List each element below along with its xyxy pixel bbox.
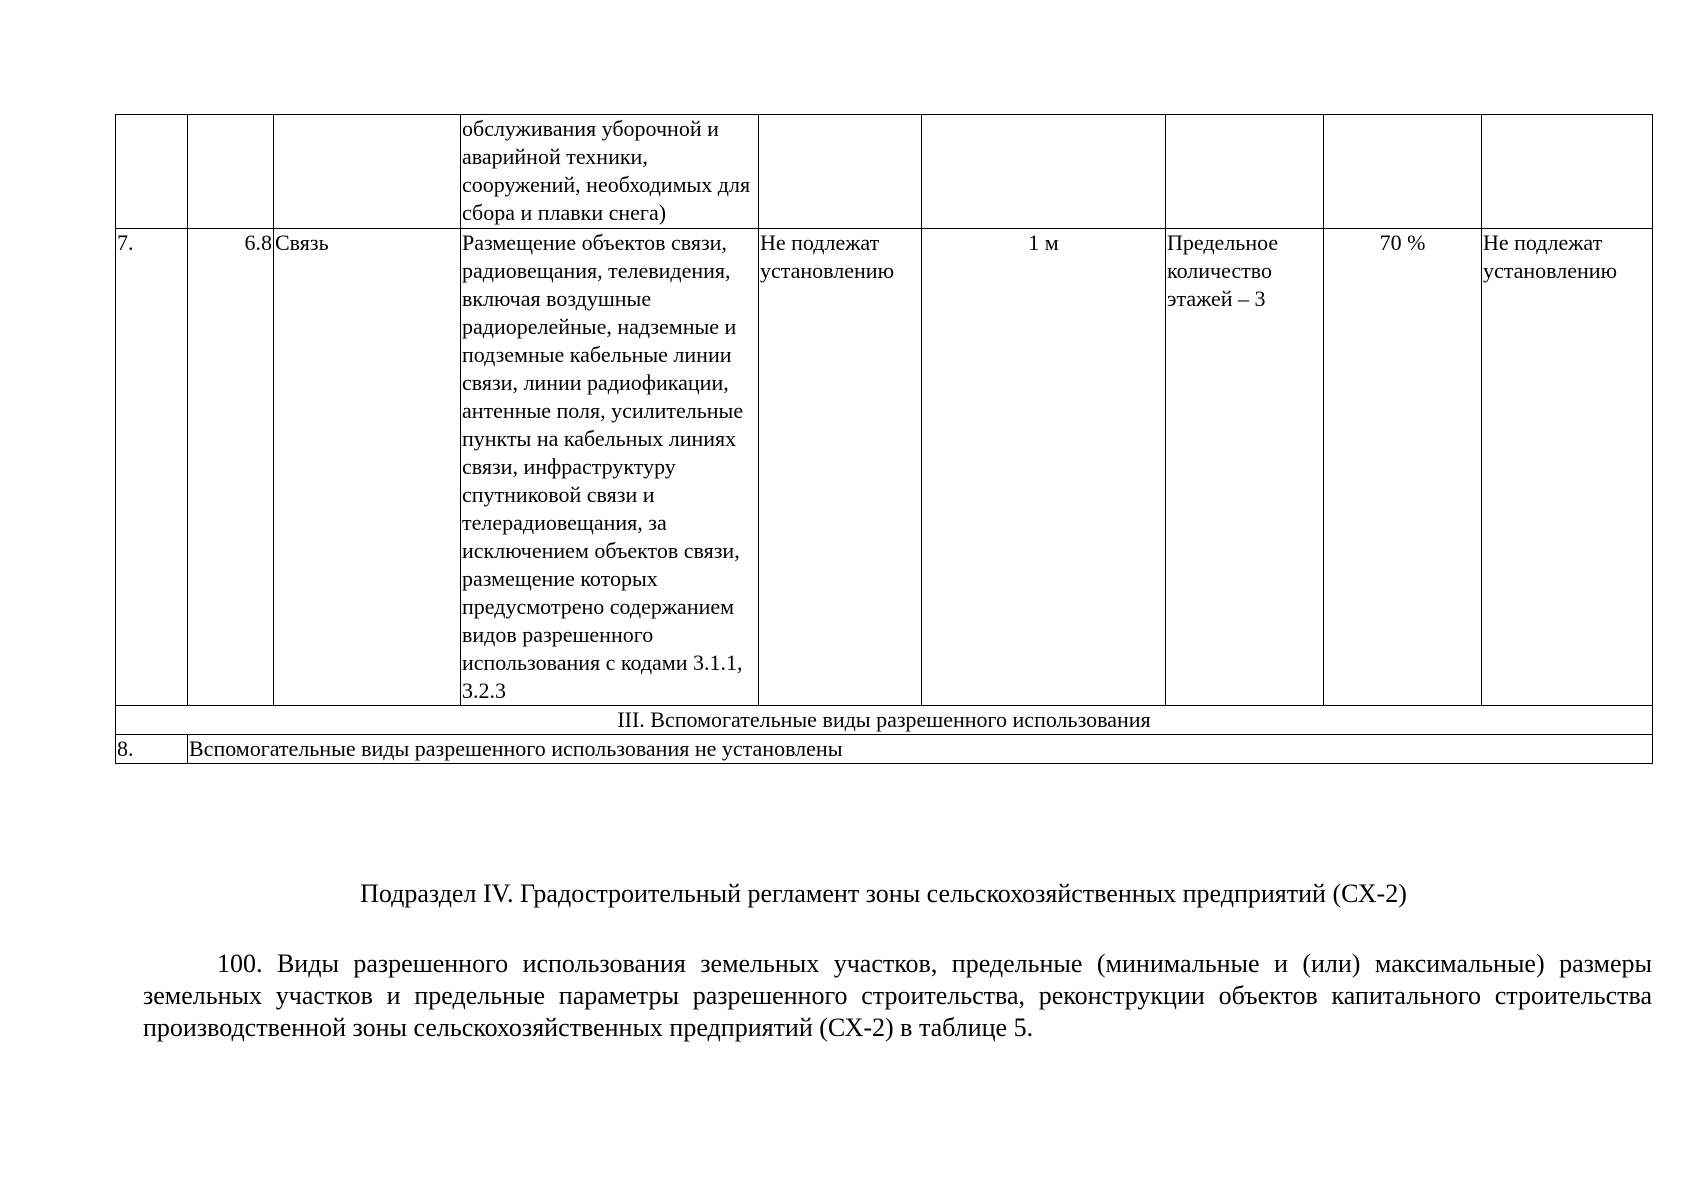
table-section-header — [116, 706, 1653, 735]
paragraph: 100. Виды разрешенного использования земельных участков, предельные (минимальные и (или) максимальные) размеры земельных участков и предельные параметры разрешенного строительства, реконструкции объектов капитального строительства производственной зоны сельскохозяйственных предприятий (СХ-2) в таблице 5. — [143, 949, 1652, 1042]
cell-name — [274, 115, 461, 229]
subsection-title: Подраздел IV. Градостроительный регламент зоны сельскохозяйственных предприятий (СХ-2) — [360, 879, 1407, 908]
cell-plot-size — [759, 115, 922, 229]
cell-plot-size: Не подлежат установлению — [759, 229, 922, 706]
cell-num: 7. — [116, 229, 188, 706]
cell-floors — [1166, 115, 1324, 229]
cell-description: обслуживания уборочной и аварийной техники, сооружений, необходимых для сбора и плавки снега) — [461, 115, 759, 229]
cell-name: Связь — [274, 229, 461, 706]
table-row — [116, 735, 1653, 764]
section-header-cell: III. Вспомогательные виды разрешенного использования — [116, 706, 1653, 735]
cell-num — [116, 115, 188, 229]
regulation-table — [115, 114, 1653, 764]
cell-code: 6.8 — [188, 229, 274, 706]
cell-coverage — [1324, 115, 1482, 229]
cell-other: Не подлежат установлению — [1482, 229, 1653, 706]
cell-floors: Предельное количество этажей – 3 — [1166, 229, 1324, 706]
cell-description: Размещение объектов связи, радиовещания, телевидения, включая воздушные радиорелейные, надземные и подземные кабельные линии связи, линии радиофикации, антенные поля, усилительные пункты на кабельных линиях связи, инфраструктуру спутниковой связи и телерадиовещания, за исключением объектов связи, размещение которых предусмотрено содержанием видов разрешенного использования с кодами 3.1.1, 3.2.3 — [461, 229, 759, 706]
cell-coverage: 70 % — [1324, 229, 1482, 706]
table-row — [116, 229, 1653, 706]
cell-num: 8. — [116, 735, 188, 764]
cell-setback — [922, 115, 1166, 229]
cell-setback: 1 м — [922, 229, 1166, 706]
cell-code — [188, 115, 274, 229]
cell-text: Вспомогательные виды разрешенного использования не установлены — [188, 735, 1653, 764]
cell-other — [1482, 115, 1653, 229]
table-row — [116, 115, 1653, 229]
